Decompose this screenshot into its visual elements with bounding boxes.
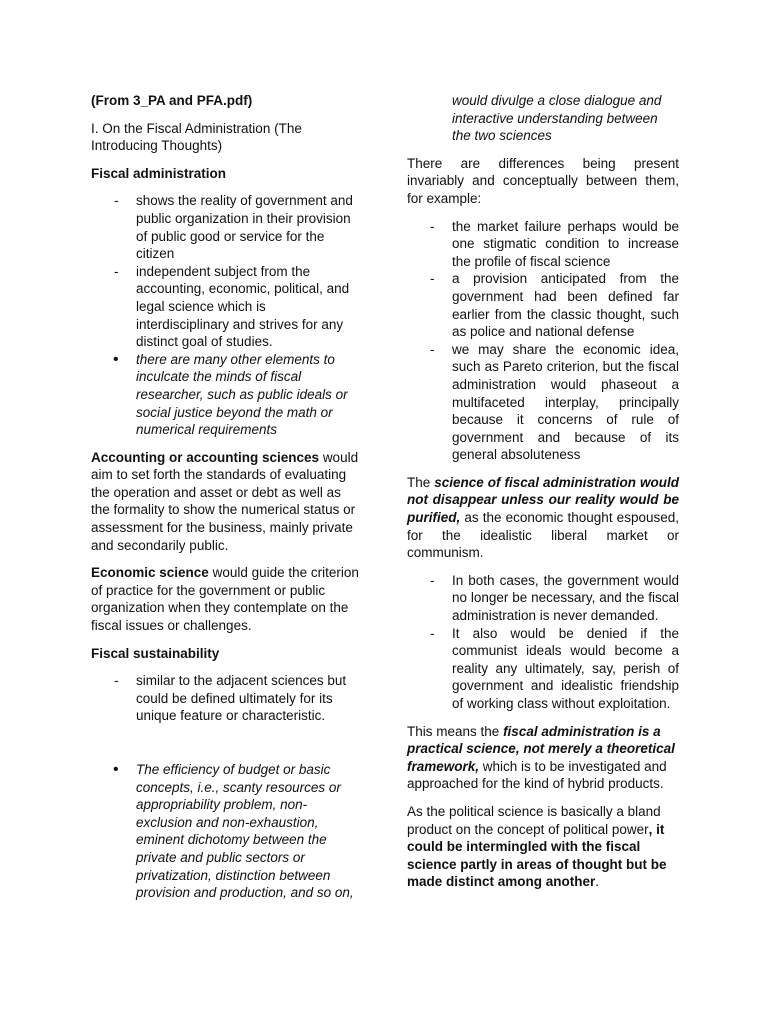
fiscal-sustainability-list <box>91 672 361 902</box>
list-item <box>407 341 679 464</box>
purified-lead: The <box>407 474 431 490</box>
list-item <box>407 218 679 271</box>
dash-marker: - <box>430 572 435 588</box>
political-end: . <box>595 874 600 890</box>
list-item-text: It also would be denied if the communist ideals would become a reality any ultimately, say, perish of government and idealistic friendship of working class without exploitation. <box>452 625 679 711</box>
fiscal-sustainability-heading: Fiscal sustainability <box>91 645 220 661</box>
list-item <box>407 270 679 340</box>
dash-marker: - <box>430 271 435 287</box>
economic-paragraph <box>91 564 361 634</box>
list-item <box>91 192 361 262</box>
list-item-text: the market failure perhaps would be one stigmatic condition to increase the profile of fiscal science <box>452 218 679 269</box>
list-item-text: independent subject from the accounting, economic, political, and legal science which is interdisciplinary and strives for any distinct goal of studies. <box>136 263 350 350</box>
list-item <box>407 625 679 713</box>
accounting-heading: Accounting or accounting sciences <box>91 449 320 465</box>
dash-marker: - <box>114 193 119 209</box>
dash-marker: - <box>114 263 119 279</box>
purified-emphasis: science of fiscal administration would not disappear unless our reality would be purified, <box>407 474 679 526</box>
list-item-text: The efficiency of budget or basic concepts, i.e., scanty resources or appropriability problem, non-exclusion and non-exhaustion, eminent dichotomy between the private and public sectors or privatization, distinction between provision and production, and so on, <box>136 762 354 901</box>
economic-body: would guide the criterion of practice for the government or public organization when they contemplate on the fiscal issues or challenges. <box>91 565 359 634</box>
practical-rest: which is to be investigated and approached for the kind of hybrid products. <box>407 758 667 792</box>
bullet-marker: • <box>113 350 119 368</box>
bullet-marker: • <box>113 761 119 778</box>
list-item-text: we may share the economic idea, such as Pareto criterion, but the fiscal administration would phaseout a multifaceted interplay, principally because it concerns of rule of government and because of its general absoluteness <box>452 341 679 463</box>
spacer <box>91 725 361 761</box>
source-title: (From 3_PA and PFA.pdf) <box>91 93 253 108</box>
list-item-text: In both cases, the government would no longer be necessary, and the fiscal administration is never demanded. <box>452 572 679 624</box>
dash-marker: - <box>430 218 435 234</box>
accounting-body: would aim to set forth the standards of evaluating the operation and asset or debt as well as the formality to show the numerical status or assessment for the business, mainly private and secondarily public. <box>91 449 359 553</box>
right-column <box>407 92 679 901</box>
economic-heading: Economic science <box>91 565 209 581</box>
differences-list <box>407 218 679 464</box>
list-item-text: a provision anticipated from the government had been defined far earlier from the classic thought, such as police and national defense <box>452 271 679 340</box>
left-column <box>91 92 361 912</box>
practical-paragraph <box>407 723 679 793</box>
list-item <box>91 672 361 725</box>
list-item <box>91 351 361 439</box>
political-lead: As the political science is basically a bland product on the concept of political power <box>407 803 661 837</box>
political-emphasis: , it could be intermingled with the fiscal science partly in areas of thought but be made distinct among another <box>407 821 667 890</box>
fiscal-administration-list <box>91 192 361 438</box>
list-item-text: there are many other elements to inculcate the minds of fiscal researcher, such as public ideals or social justice beyond the math or numerical requirements <box>136 351 348 438</box>
practical-lead: This means the <box>407 723 500 739</box>
dash-marker: - <box>114 673 119 689</box>
dash-marker: - <box>430 341 435 357</box>
dash-marker: - <box>430 625 435 641</box>
list-item <box>91 263 361 351</box>
section-title: I. On the Fiscal Administration (The Introducing Thoughts) <box>91 120 302 154</box>
cases-list <box>407 572 679 713</box>
differences-intro: There are differences being present invariably and conceptually between them, for example: <box>407 155 679 206</box>
accounting-paragraph <box>91 449 361 555</box>
list-item-text: similar to the adjacent sciences but could be defined ultimately for its unique feature or characteristic. <box>136 673 347 724</box>
continued-italic-text: would divulge a close dialogue and interactive understanding between the two sciences <box>452 93 662 144</box>
purified-rest: as the economic thought espoused, for the idealistic liberal market or communism. <box>407 510 679 561</box>
list-item-text: shows the reality of government and public organization in their provision of public good or service for the citizen <box>136 193 353 262</box>
political-paragraph <box>407 803 679 891</box>
purified-paragraph <box>407 474 679 562</box>
practical-emphasis: fiscal administration is a practical science, not merely a theoretical framework, <box>407 723 675 774</box>
fiscal-administration-heading: Fiscal administration <box>91 165 227 181</box>
list-item <box>407 572 679 625</box>
list-item <box>91 761 361 902</box>
